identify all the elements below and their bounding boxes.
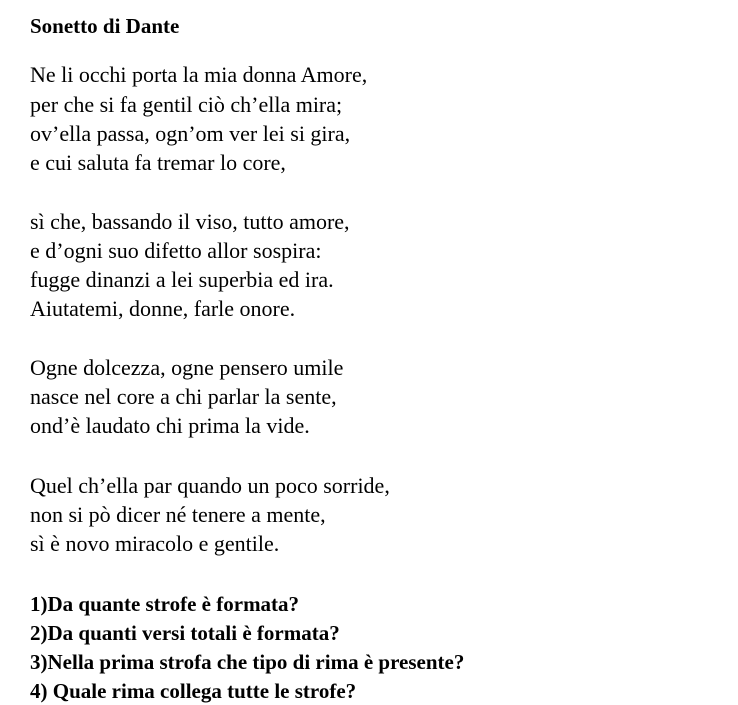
verse-line: Ogne dolcezza, ogne pensero umile [30,355,344,380]
question-4: 4) Quale rima collega tutte le strofe? [30,679,357,703]
verse-line: Quel ch’ella par quando un poco sorride, [30,473,390,498]
verse-line: e cui saluta fa tremar lo core, [30,150,286,175]
verse-line: per che si fa gentil ciò ch’ella mira; [30,92,343,117]
document-title: Sonetto di Dante [30,14,180,38]
verse-line: ond’è laudato chi prima la vide. [30,413,310,438]
question-2: 2)Da quanti versi totali è formata? [30,621,340,645]
verse-line: Aiutatemi, donne, farle onore. [30,296,296,321]
verse-line: sì che, bassando il viso, tutto amore, [30,209,350,234]
verse-line: Ne li occhi porta la mia donna Amore, [30,62,368,87]
question-3: 3)Nella prima strofa che tipo di rima è presente? [30,650,465,674]
verse-line: ov’ella passa, ogn’om ver lei si gira, [30,121,351,146]
verse-line: non si pò dicer né tenere a mente, [30,502,326,527]
verse-line: sì è novo miracolo e gentile. [30,531,280,556]
verse-line: e d’ogni suo difetto allor sospira: [30,238,322,263]
question-1: 1)Da quante strofe è formata? [30,592,300,616]
verse-line: fugge dinanzi a lei superbia ed ira. [30,267,334,292]
verse-line: nasce nel core a chi parlar la sente, [30,384,337,409]
